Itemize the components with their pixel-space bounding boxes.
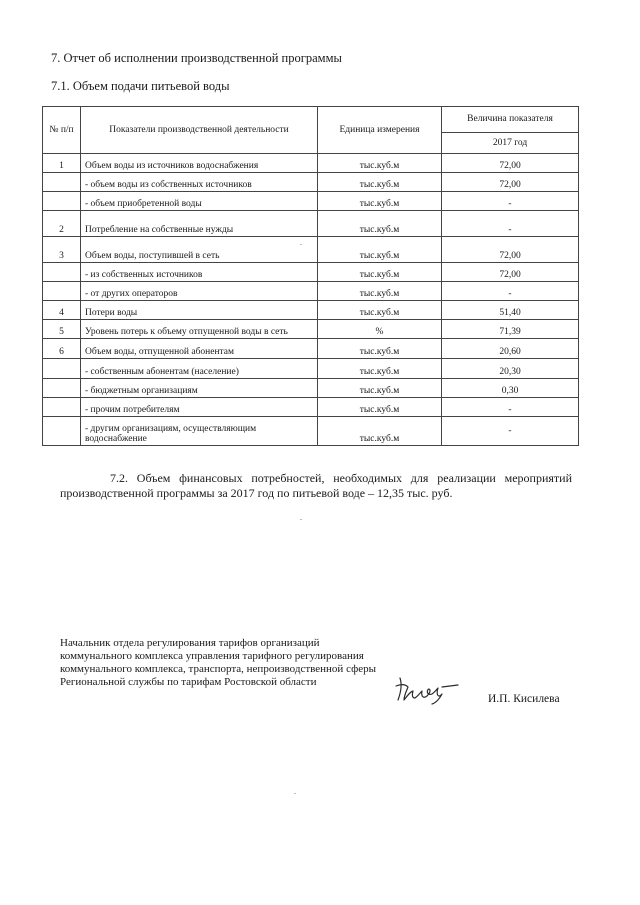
table-row [43,237,579,263]
row-value: 72,00 [442,173,579,192]
row-name: Уровень потерь к объему отпущенной воды в сеть [81,320,318,339]
scan-speck [300,519,302,520]
table-row [43,263,579,282]
row-value: - [442,282,579,301]
paragraph-7-2: 7.2. Объем финансовых потребностей, необходимых для реализации мероприятий производственной программы за 2017 год по питьевой воде – 12,35 тыс. руб. [60,471,572,500]
row-num: 3 [43,237,81,263]
row-name: - прочим потребителям [81,398,318,417]
table-row [43,154,579,173]
header-unit: Единица измерения [318,107,442,154]
row-num: 4 [43,301,81,320]
row-unit: % [318,320,442,339]
table-row [43,282,579,301]
row-num: 1 [43,154,81,173]
row-unit: тыс.куб.м [318,237,442,263]
scan-speck [294,793,296,794]
row-num [43,398,81,417]
row-unit: тыс.куб.м [318,173,442,192]
row-unit: тыс.куб.м [318,192,442,211]
row-value: - [442,398,579,417]
header-indicator: Показатели производственной деятельности [81,107,318,154]
section-7-title: 7. Отчет об исполнении производственной программы [51,51,342,65]
table-row [43,359,579,379]
row-unit: тыс.куб.м [318,154,442,173]
row-unit: тыс.куб.м [318,339,442,359]
row-name: Потери воды [81,301,318,320]
table-row [43,320,579,339]
row-num: 2 [43,211,81,237]
row-name: Объем воды, поступившей в сеть [81,237,318,263]
row-num [43,417,81,446]
row-name: - объем воды из собственных источников [81,173,318,192]
row-num [43,359,81,379]
row-unit: тыс.куб.м [318,417,442,446]
row-name: - другим организациям, осуществляющим водоснабжение [81,417,318,446]
signer-name: И.П. Кисилева [488,693,560,705]
production-program-table [42,106,579,446]
row-name: - собственным абонентам (население) [81,359,318,379]
section-7-1-title: 7.1. Объем подачи питьевой воды [51,79,230,93]
scan-speck [300,244,302,245]
table-row [43,301,579,320]
row-unit: тыс.куб.м [318,398,442,417]
header-num: № п/п [43,107,81,154]
row-num: 5 [43,320,81,339]
row-value: 72,00 [442,154,579,173]
row-name: Объем воды из источников водоснабжения [81,154,318,173]
row-name: Потребление на собственные нужды [81,211,318,237]
handwritten-signature [392,672,472,706]
row-value: 71,39 [442,320,579,339]
table-row [43,173,579,192]
row-num [43,263,81,282]
row-unit: тыс.куб.м [318,359,442,379]
row-value: 72,00 [442,237,579,263]
row-name: - от других операторов [81,282,318,301]
row-unit: тыс.куб.м [318,211,442,237]
table-row [43,398,579,417]
row-value: - [442,211,579,237]
row-num [43,192,81,211]
row-name: Объем воды, отпущенной абонентам [81,339,318,359]
header-year: 2017 год [442,133,579,154]
row-num [43,379,81,398]
table-row [43,339,579,359]
table-row [43,211,579,237]
row-value: - [442,192,579,211]
row-value: 20,30 [442,359,579,379]
row-value: - [442,417,579,446]
row-unit: тыс.куб.м [318,301,442,320]
row-unit: тыс.куб.м [318,263,442,282]
row-num [43,173,81,192]
table-row [43,417,579,446]
row-name: - из собственных источников [81,263,318,282]
row-value: 20,60 [442,339,579,359]
row-name: - бюджетным организациям [81,379,318,398]
table-row [43,379,579,398]
row-num: 6 [43,339,81,359]
row-value: 72,00 [442,263,579,282]
row-num [43,282,81,301]
row-unit: тыс.куб.м [318,282,442,301]
row-value: 0,30 [442,379,579,398]
row-name: - объем приобретенной воды [81,192,318,211]
row-value: 51,40 [442,301,579,320]
signatory-title: Начальник отдела регулирования тарифов организаций коммунального комплекса управления тарифного регулирования коммунального комплекса, транспорта, непроизводственной сферы Региональной службы по тарифам Ростовской области [60,637,376,688]
header-value: Величина показателя [442,107,579,133]
row-unit: тыс.куб.м [318,379,442,398]
table-row [43,192,579,211]
